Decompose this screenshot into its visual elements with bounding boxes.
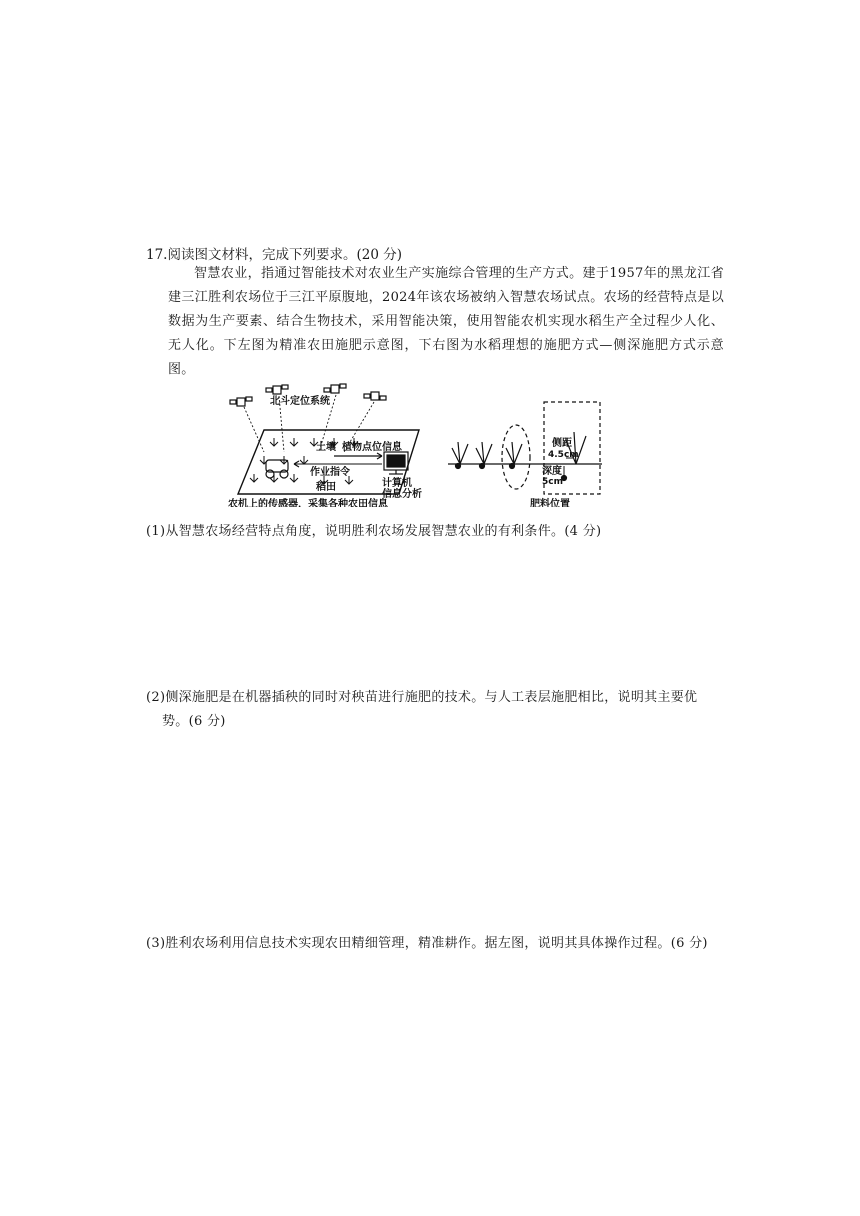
label-satellite: 北斗定位系统 <box>270 396 330 407</box>
satellite-icon <box>230 397 252 406</box>
left-caption: 农机上的传感器，采集各种农田信息 <box>228 499 388 507</box>
value-depth: 5cm <box>542 477 563 487</box>
sub-question-2 <box>146 686 716 734</box>
rice-seedling-icon <box>506 442 522 464</box>
sub-question-3: (3)胜利农场利用信息技术实现农田精细管理，精准耕作。据左图，说明其具体操作过程。(6 分) <box>146 936 708 951</box>
figure-svg <box>224 382 624 507</box>
label-soil: 土壤 <box>316 442 336 453</box>
computer-icon <box>384 452 408 474</box>
label-plant-info: 植物点位信息 <box>342 442 402 453</box>
sub-question-2-line2: 势。(6 分) <box>162 714 226 729</box>
satellite-icon <box>364 392 386 400</box>
sub-question-2-line1: (2)侧深施肥是在机器插秧的同时对秧苗进行施肥的技术。与人工表层施肥相比，说明其主要优 <box>146 690 698 705</box>
side-deep-fertilization-diagram <box>448 402 602 494</box>
question-title: 17.阅读图文材料，完成下列要求。(20 分) <box>146 247 402 263</box>
material-paragraph: 智慧农业，指通过智能技术对农业生产实施综合管理的生产方式。建于1957年的黑龙江省建三江胜利农场位于三江平原腹地，2024年该农场被纳入智慧农场试点。农场的经营特点是以数据为生产要素、结合生物技术，采用智能决策，使用智能农机实现水稻生产全过程少人化、无人化。下左图为精准农田施肥示意图，下右图为水稻理想的施肥方式—侧深施肥方式示意图。 <box>168 266 724 377</box>
label-side-distance: 侧距 <box>552 438 572 449</box>
label-depth: 深度 <box>542 466 562 477</box>
rice-seedling-icon <box>476 442 492 464</box>
label-field: 稻田 <box>316 482 336 493</box>
satellite-icon <box>324 384 346 393</box>
label-analysis: 信息分析 <box>382 489 422 500</box>
label-command: 作业指令 <box>310 467 350 478</box>
sub-question-1: (1)从智慧农场经营特点角度，说明胜利农场发展智慧农业的有利条件。(4 分) <box>146 524 602 539</box>
satellite-icon <box>266 385 288 394</box>
label-fertilizer: 肥料位置 <box>530 499 570 507</box>
label-computer: 计算机 <box>382 478 412 489</box>
highlight-oval <box>502 425 530 489</box>
figure-area <box>224 382 624 511</box>
value-side-distance: 4.5cm <box>548 450 579 460</box>
rice-seedling-icon <box>452 442 468 464</box>
